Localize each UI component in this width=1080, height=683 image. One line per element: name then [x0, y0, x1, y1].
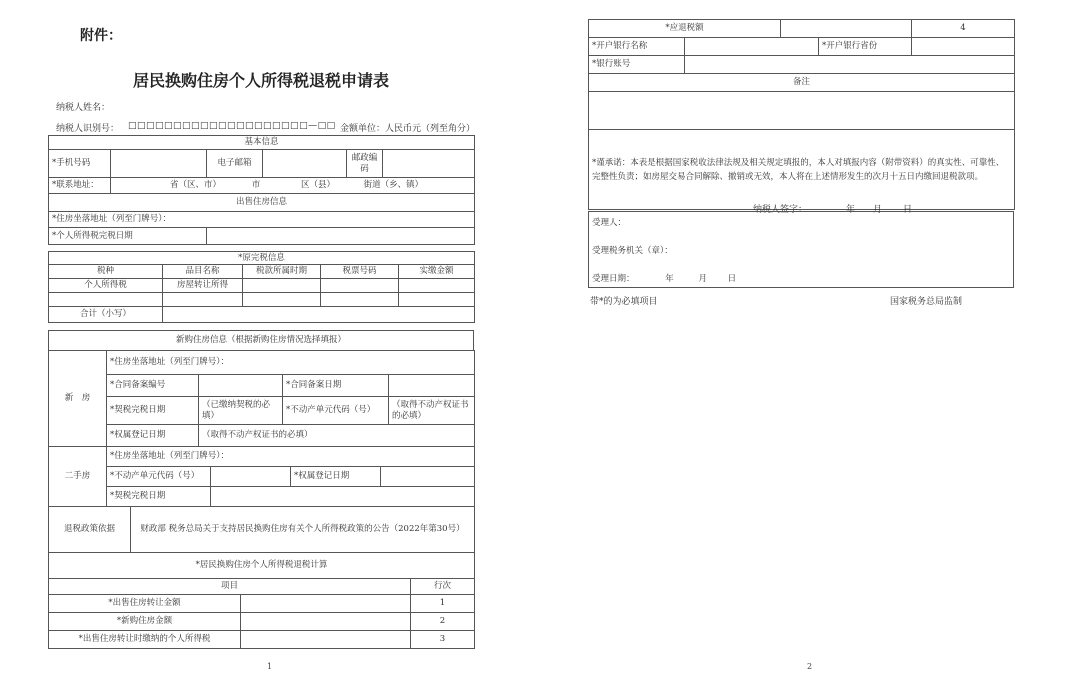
reg-date-label: *权属登记日期: [107, 425, 199, 447]
address-label: *联系地址：: [49, 178, 111, 194]
basic-info-heading: 基本信息: [49, 136, 475, 150]
supervisor-note: 国家税务总局监制: [890, 297, 963, 307]
bank-province-label: *开户银行省份: [819, 38, 912, 56]
calc-row-header: 行次: [411, 579, 475, 595]
calc-item-header: 项目: [49, 579, 411, 595]
sh-reg-field[interactable]: [381, 467, 475, 487]
acceptance-table: [588, 211, 1014, 288]
new-house-label: 新 房: [49, 351, 107, 447]
calc-row-field[interactable]: [241, 595, 411, 613]
tax-header-period: 税款所属时期: [243, 265, 321, 279]
addr-city: 市: [251, 180, 261, 190]
sh-reg-label: *权属登记日期: [291, 467, 381, 487]
bank-name-label: *开户银行名称: [589, 38, 685, 56]
bank-table: [588, 19, 1015, 210]
sh-unit-label: *不动产单元代码（号）: [107, 467, 211, 487]
second-house-table: [48, 446, 475, 507]
page-2: [540, 0, 1080, 683]
bank-province-field[interactable]: [912, 38, 1015, 56]
signature-label: 纳税人签字：: [753, 205, 808, 215]
postcode-field[interactable]: [383, 150, 475, 178]
refund-field[interactable]: [781, 20, 912, 38]
email-field[interactable]: [263, 150, 347, 178]
sale-address-field[interactable]: *住房坐落地址（列至门牌号）：: [49, 212, 475, 228]
tax-header-ticket: 税票号码: [321, 265, 399, 279]
taxpayer-id-label: 纳税人识别号：: [56, 124, 120, 134]
tax-period-field[interactable]: [243, 279, 321, 293]
tax-header-amount: 实缴金额: [399, 265, 475, 279]
sh-unit-field[interactable]: [211, 467, 291, 487]
accept-month: 月: [698, 274, 707, 284]
contract-no-field[interactable]: [199, 375, 283, 397]
taxpayer-name-label: 纳税人姓名：: [56, 103, 111, 113]
phone-field[interactable]: [111, 150, 207, 178]
accept-date-label: 受理日期：: [592, 274, 635, 284]
tax-row-type: 个人所得税: [49, 279, 163, 293]
acceptance-cell: [589, 212, 1014, 288]
refund-row-no: 4: [912, 20, 1015, 38]
sh-deed-field[interactable]: [211, 487, 475, 507]
addr-street: 街道（乡、镇）: [363, 180, 424, 190]
contract-date-field[interactable]: [389, 375, 475, 397]
account-label: *银行账号: [589, 56, 685, 74]
declaration-cell: [589, 130, 1015, 210]
contract-date-label: *合同备案日期: [283, 375, 389, 397]
tax-ticket-field[interactable]: [321, 279, 399, 293]
contract-no-label: *合同备案编号: [107, 375, 199, 397]
tax-paid-table: [48, 251, 475, 323]
authority-label: 受理税务机关（章）：: [592, 246, 673, 256]
email-label: 电子邮箱: [207, 150, 263, 178]
policy-text: 财政部 税务总局关于支持居民换购住房有关个人所得税政策的公告（2022年第30号）: [131, 507, 475, 553]
calc-row-no: 2: [411, 613, 475, 631]
form-title: 居民换购住房个人所得税退税申请表: [132, 71, 389, 90]
total-label: 合计（小写）: [49, 307, 163, 323]
sale-info-heading: 出售住房信息: [49, 194, 475, 212]
addr-province: 省（区、市）: [170, 180, 222, 190]
required-footnote: 带*的为必填项目: [590, 297, 658, 307]
page-number: 1: [267, 662, 273, 671]
new-house-table: [48, 350, 475, 447]
refund-label: *应退税额: [589, 20, 781, 38]
accept-year: 年: [665, 274, 674, 284]
tax-date-label: *个人所得税完税日期: [49, 228, 207, 245]
calc-row-no: 3: [411, 631, 475, 649]
second-house-label: 二手房: [49, 447, 107, 507]
calc-heading: *居民换购住房个人所得税退税计算: [49, 553, 475, 579]
remark-label: 备注: [589, 74, 1015, 92]
addr-district: 区（县）: [300, 180, 335, 190]
basic-info-table: [48, 135, 475, 245]
deed-date-field[interactable]: （已缴纳契税的必填）: [199, 397, 283, 425]
new-purchase-heading-table: [48, 330, 474, 351]
accept-date-row: [592, 272, 1010, 286]
accept-day: 日: [727, 274, 737, 284]
phone-label: *手机号码: [49, 150, 111, 178]
policy-table: [48, 506, 475, 553]
unit-code-field[interactable]: （取得不动产权证书的必填）: [389, 397, 475, 425]
calc-row-field[interactable]: [241, 631, 411, 649]
page-number: 2: [807, 662, 813, 671]
receiver-label: 受理人：: [592, 218, 627, 228]
unit-code-label: *不动产单元代码（号）: [283, 397, 389, 425]
attachment-label: 附件：: [80, 28, 122, 44]
bank-name-field[interactable]: [685, 38, 819, 56]
sign-year: 年: [846, 205, 856, 215]
reg-date-field[interactable]: （取得不动产权证书的必填）: [199, 425, 475, 447]
calc-row-field[interactable]: [241, 613, 411, 631]
new-address-field[interactable]: *住房坐落地址（列至门牌号）：: [107, 351, 475, 375]
tax-date-field[interactable]: [207, 228, 475, 245]
postcode-label: 邮政编码: [347, 150, 383, 178]
declaration-text: *谨承诺：本表是根据国家税收法律法规及相关规定填报的，本人对填报内容（附带资料）的真实性、可靠性、完整性负责；如房屋交易合同解除、撤销或无效，本人将在上述情形发生的次月十五日内缴回退税款项。: [592, 158, 1005, 182]
tax-amount-field[interactable]: [399, 279, 475, 293]
deed-date-label: *契税完税日期: [107, 397, 199, 425]
tax-paid-heading: *原完税信息: [49, 252, 475, 265]
remark-field[interactable]: [589, 92, 1015, 130]
sh-address-field[interactable]: *住房坐落地址（列至门牌号）：: [107, 447, 475, 467]
tax-header-item: 品目名称: [163, 265, 243, 279]
taxpayer-id-boxes[interactable]: □□□□□□□□□□□□□□□□□□□□—□□: [128, 121, 336, 131]
calc-row-label: *新购住房金额: [49, 613, 241, 631]
tax-header-type: 税种: [49, 265, 163, 279]
account-field[interactable]: [685, 56, 1015, 74]
calc-row-label: *出售住房转让金额: [49, 595, 241, 613]
amount-unit: 金额单位：人民币元（列至角分）: [340, 124, 476, 134]
total-field[interactable]: [163, 307, 475, 323]
calc-row-no: 1: [411, 595, 475, 613]
policy-label: 退税政策依据: [49, 507, 131, 553]
sign-month: 月: [873, 205, 883, 215]
address-field[interactable]: [111, 178, 475, 194]
calc-row-label: *出售住房转让时缴纳的个人所得税: [49, 631, 241, 649]
new-purchase-heading: 新购住房信息（根据新购住房情况选择填报）: [49, 331, 474, 351]
sign-day: 日: [903, 205, 913, 215]
sh-deed-label: *契税完税日期: [107, 487, 211, 507]
tax-row-item: 房屋转让所得: [163, 279, 243, 293]
calc-table: [48, 552, 475, 649]
